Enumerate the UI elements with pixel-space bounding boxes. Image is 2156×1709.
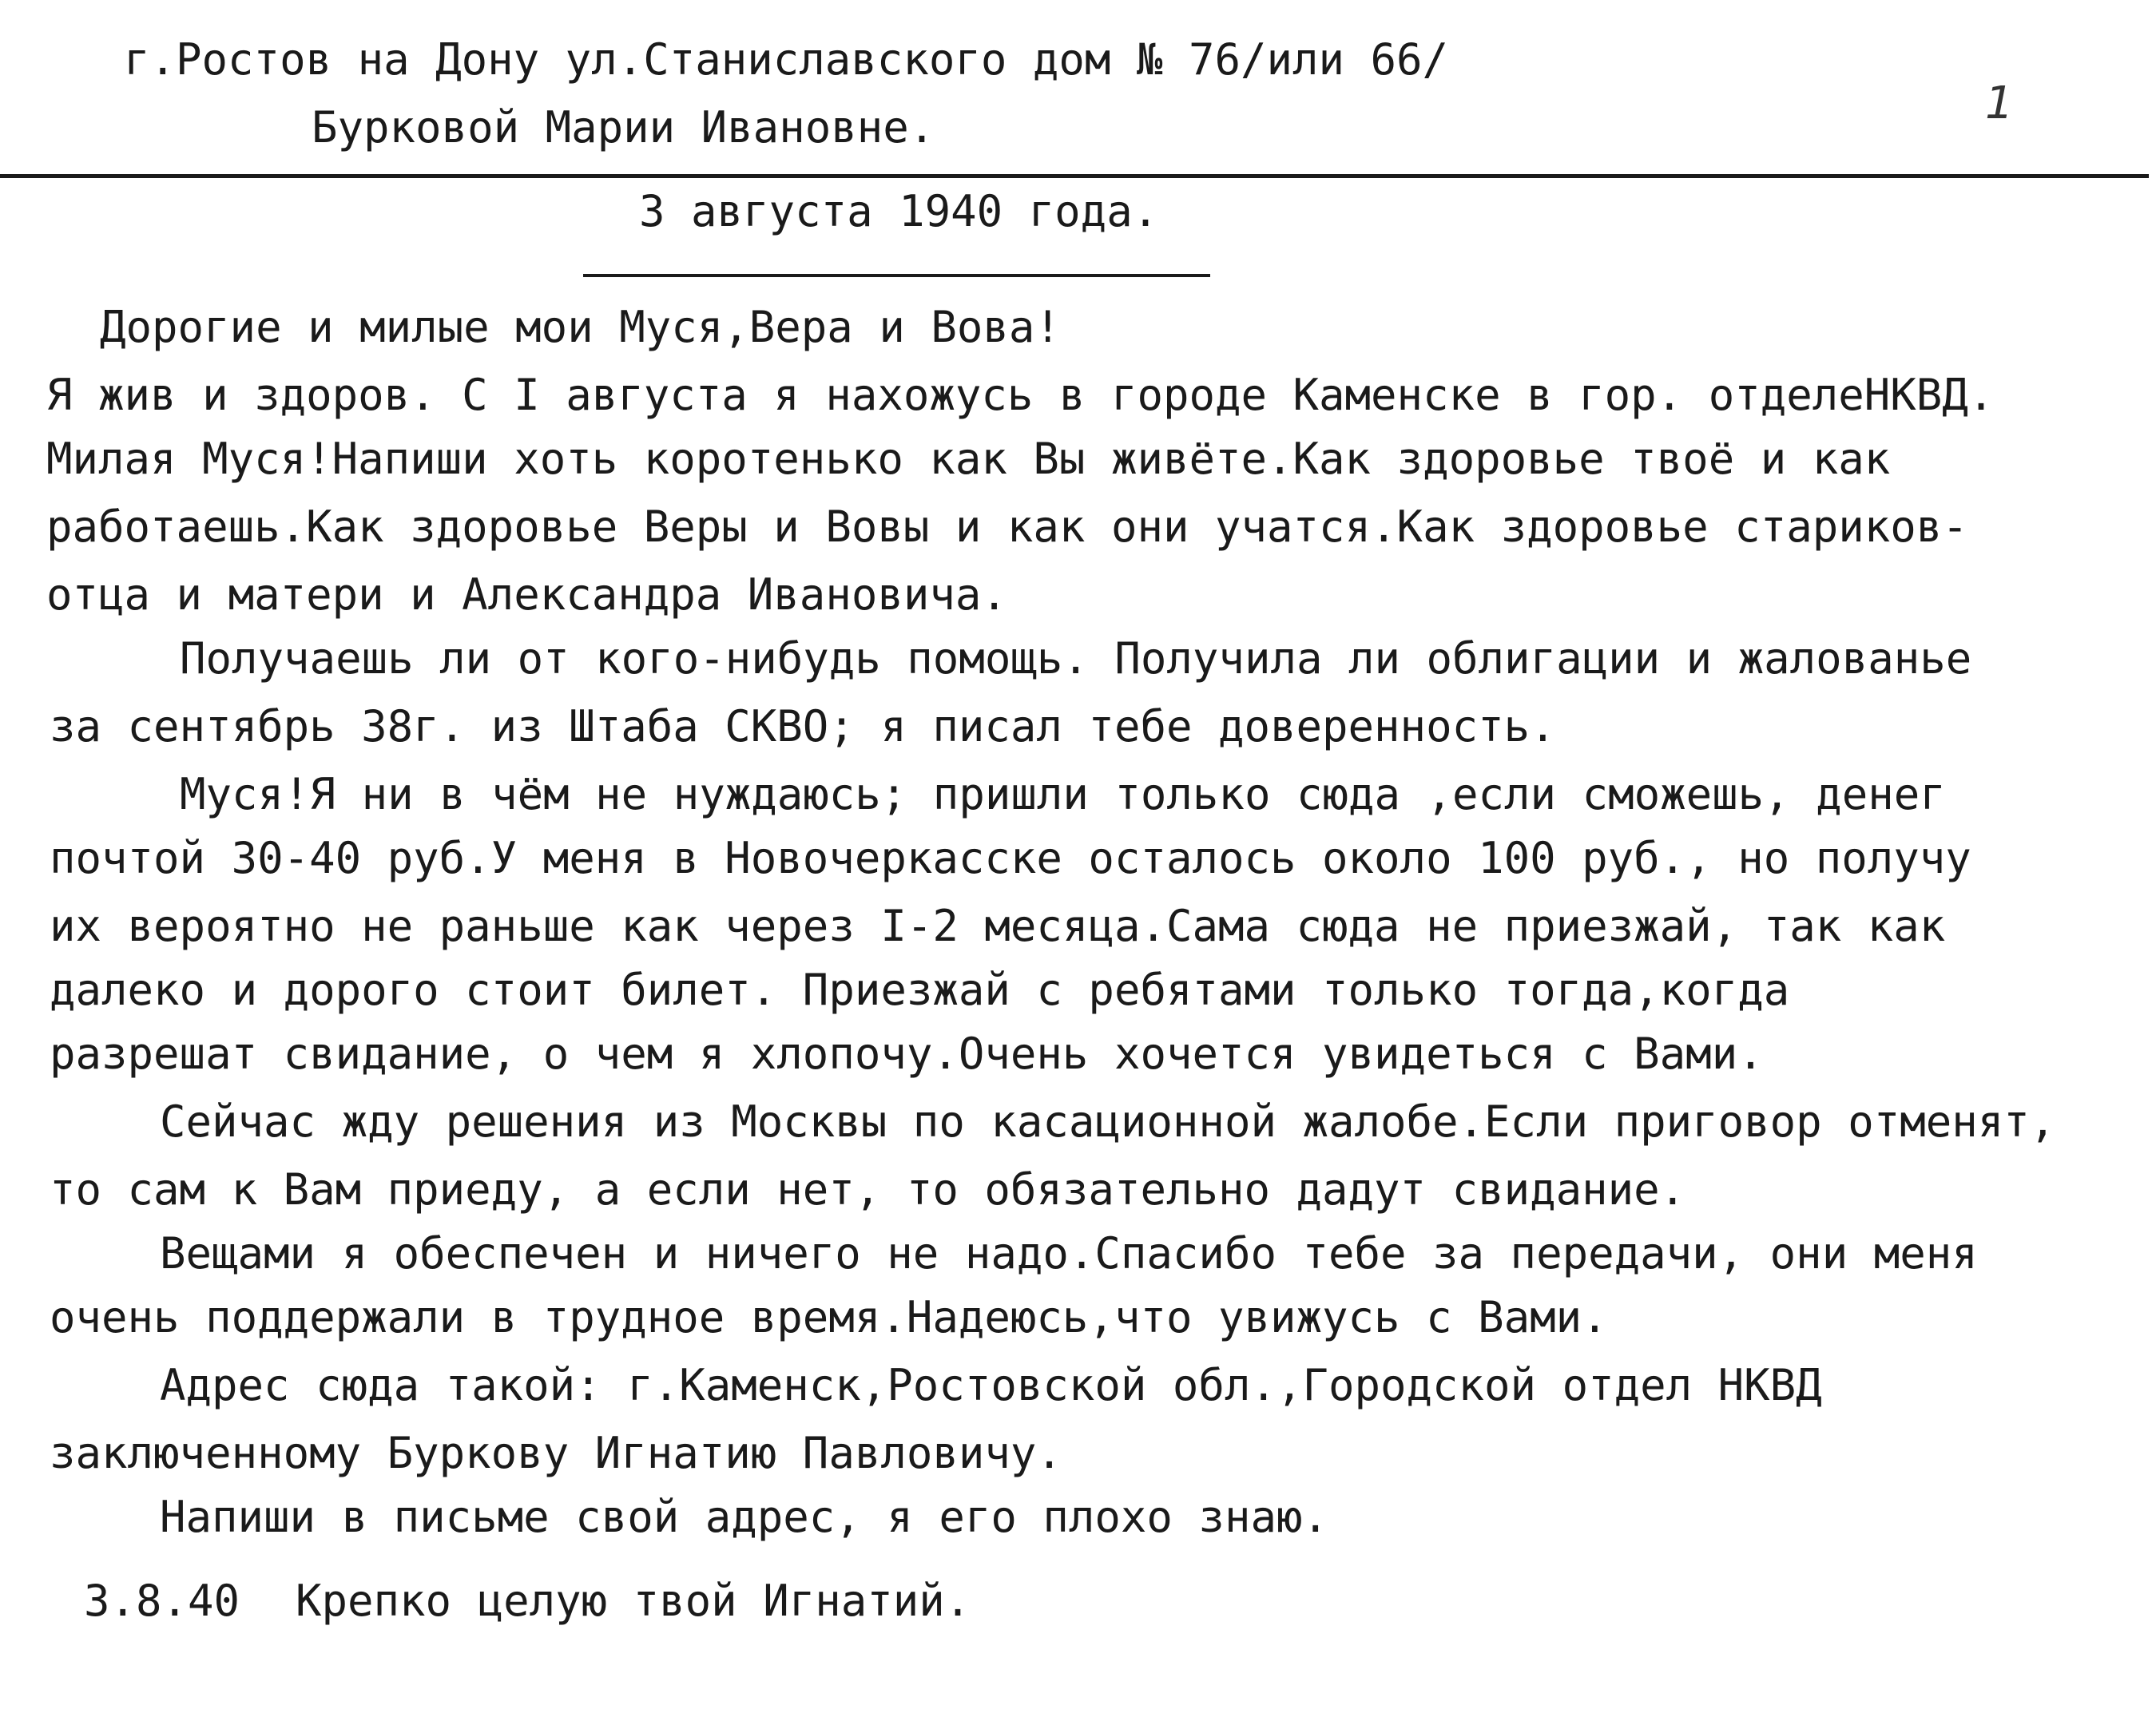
body-line: их вероятно не раньше как через I-2 месяца.Сама сюда не приезжай, так как [50, 901, 1946, 951]
body-line: Милая Муся!Напиши хоть коротенько как Вы живёте.Как здоровье твоё и как [46, 434, 1891, 484]
header-divider [0, 174, 2149, 178]
body-line: почтой 30-40 руб.У меня в Новочеркасске осталось около 100 руб., но получу [50, 833, 1971, 883]
body-line: Напиши в письме свой адрес, я его плохо знаю. [160, 1492, 1328, 1542]
salutation: Дорогие и милые мои Муся,Вера и Вова! [100, 302, 1061, 352]
body-line: Получаешь ли от кого-нибудь помощь. Получила ли облигации и жалованье [180, 633, 1972, 684]
address-line-1: г.Ростов на Дону ул.Станиславского дом № 76/или 66/ [124, 34, 1449, 85]
date-underline [583, 274, 1210, 277]
body-line: очень поддержали в трудное время.Надеюсь,что увижусь с Вами. [50, 1292, 1608, 1342]
page-number: 1 [1985, 77, 2014, 129]
date-heading: 3 августа 1940 года. [639, 186, 1159, 236]
body-line: Сейчас жду решения из Москвы по касационной жалобе.Если приговор отменят, [160, 1096, 2056, 1147]
body-line: далеко и дорого стоит билет. Приезжай с ребятами только тогда,когда [50, 965, 1790, 1015]
body-line: Адрес сюда такой: г.Каменск,Ростовской обл.,Городской отдел НКВД [160, 1360, 1822, 1410]
body-line: заключенному Буркову Игнатию Павловичу. [50, 1428, 1062, 1478]
body-line: разрешат свидание, о чем я хлопочу.Очень хочется увидеться с Вами. [50, 1029, 1764, 1079]
body-line: работаешь.Как здоровье Веры и Вовы и как они учатся.Как здоровье стариков- [46, 502, 1968, 552]
body-line: то сам к Вам приеду, а если нет, то обязательно дадут свидание. [50, 1164, 1686, 1215]
body-line: Вещами я обеспечен и ничего не надо.Спасибо тебе за передачи, они меня [160, 1228, 1978, 1279]
body-line: за сентябрь 38г. из Штаба СКВО; я писал тебе доверенность. [50, 701, 1556, 751]
closing-signature: Крепко целую твой Игнатий. [296, 1576, 971, 1626]
closing-date: 3.8.40 [84, 1576, 240, 1626]
address-line-2: Бурковой Марии Ивановне. [312, 102, 935, 153]
body-line: Муся!Я ни в чём не нуждаюсь; пришли только сюда ,если сможешь, денег [180, 769, 1946, 819]
body-line: Я жив и здоров. С I августа я нахожусь в городе Каменске в гор. отделеНКВД. [46, 370, 1995, 420]
body-line: отца и матери и Александра Ивановича. [46, 569, 1007, 620]
